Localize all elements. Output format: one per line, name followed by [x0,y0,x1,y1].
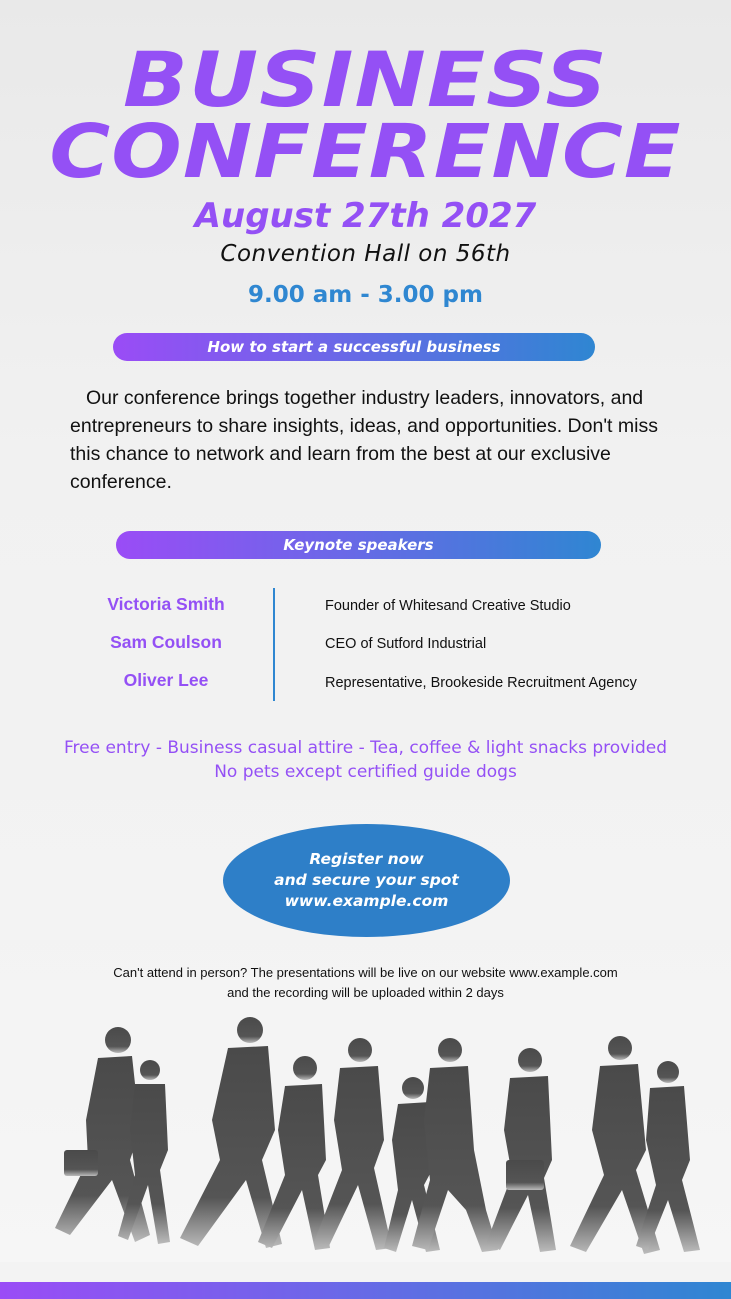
intro-paragraph [70,384,670,496]
bottom-gradient-bar [0,1282,731,1299]
info-line-2: No pets except certified guide dogs [214,762,517,782]
live-stream-note [0,963,731,1003]
speaker-name: Victoria Smith [107,594,225,614]
event-date: August 27th 2027 [194,196,537,236]
speaker-role: CEO of Sutford Industrial [325,636,487,652]
speaker-name: Sam Coulson [110,632,222,652]
register-link[interactable]: www.example.com [284,892,449,910]
live-note-line-2: and the recording will be uploaded within 2 days [227,985,504,1000]
speakers-pill: Keynote speakers [116,531,601,559]
register-button[interactable] [223,824,510,937]
speaker-role: Representative, Brookeside Recruitment Agency [325,675,637,691]
intro-text: Our conference brings together industry leaders, innovators, and entrepreneurs to share insights, ideas, and opportunities. Don't miss this chance to network and learn from the best at our exclusive conference. [70,387,658,493]
register-line-2: and secure your spot [274,871,459,889]
title-line-2: CONFERENCE [49,109,682,195]
event-time: 9.00 am - 3.00 pm [248,282,483,308]
event-venue: Convention Hall on 56th [220,241,511,267]
register-line-1: Register now [309,850,424,868]
speaker-role: Founder of Whitesand Creative Studio [325,598,571,614]
speaker-divider [273,588,275,701]
info-line-1: Free entry - Business casual attire - Tea, coffee & light snacks provided [63,738,667,758]
crowd-silhouette-illustration [0,1010,731,1282]
live-note-line-1: Can't attend in person? The presentations will be live on our website www.example.com [113,965,618,980]
title-line-1: BUSINESS [123,35,608,124]
speaker-name: Oliver Lee [123,670,209,690]
topic-pill: How to start a successful business [113,333,595,361]
